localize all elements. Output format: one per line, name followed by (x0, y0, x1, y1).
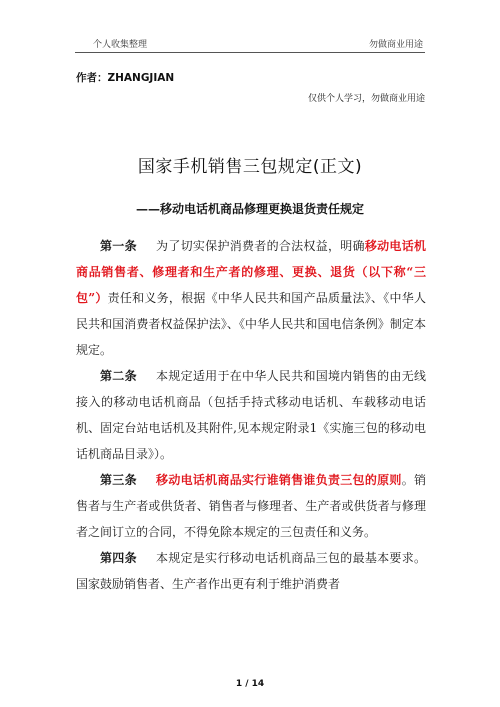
article-highlight: 移动电话机商品销售者、修理者和生产者的修理、更换、退货（以下称“三包”） (76, 239, 426, 305)
article-2 (76, 363, 426, 467)
article-text: 本规定适用于在中华人民共和国境内销售的由无线接入的移动电话机商品（包括手持式移动电话机、车载移动电话机、固定台站电话机及其附件,见本规定附录1《实施三包的移动电话机商品目录》）。 (76, 369, 426, 461)
page-number: 1 / 14 (235, 679, 265, 689)
running-header (75, 34, 425, 53)
article-text: 为了切实保护消费者的合法权益，明确 (156, 239, 365, 253)
author-line: 作者：ZHANGJIAN (76, 72, 175, 84)
header-right-text: 勿做商业用途 (368, 40, 423, 50)
article-text: 本规定是实行移动电话机商品三包的最基本要求。国家鼓励销售者、生产者作出更有利于维护消费者 (76, 551, 426, 591)
disclaimer-line: 仅供个人学习，勿做商业用途 (307, 94, 425, 104)
article-3 (76, 467, 426, 545)
header-left-text: 个人收集整理 (93, 40, 148, 50)
article-1 (76, 233, 426, 363)
article-label: 第三条 (100, 473, 137, 487)
document-subtitle: ——移动电话机商品修理更换退货责任规定 (135, 202, 364, 216)
article-label: 第四条 (100, 551, 137, 565)
document-body (76, 233, 426, 597)
article-4 (76, 545, 426, 597)
article-highlight: 移动电话机商品实行谁销售谁负责三包的原则 (156, 473, 402, 487)
article-label: 第二条 (100, 369, 137, 383)
article-text: 。销售者与生产者或供货者、销售者与修理者、生产者或供货者与修理者之间订立的合同，不得免除本规定的三包责任和义务。 (76, 473, 426, 539)
article-label: 第一条 (100, 239, 137, 253)
document-title: 国家手机销售三包规定(正文) (137, 157, 363, 177)
article-text: 责任和义务，根据《中华人民共和国产品质量法》、《中华人民共和国消费者权益保护法》、《中华人民共和国电信条例》制定本规定。 (76, 291, 426, 357)
